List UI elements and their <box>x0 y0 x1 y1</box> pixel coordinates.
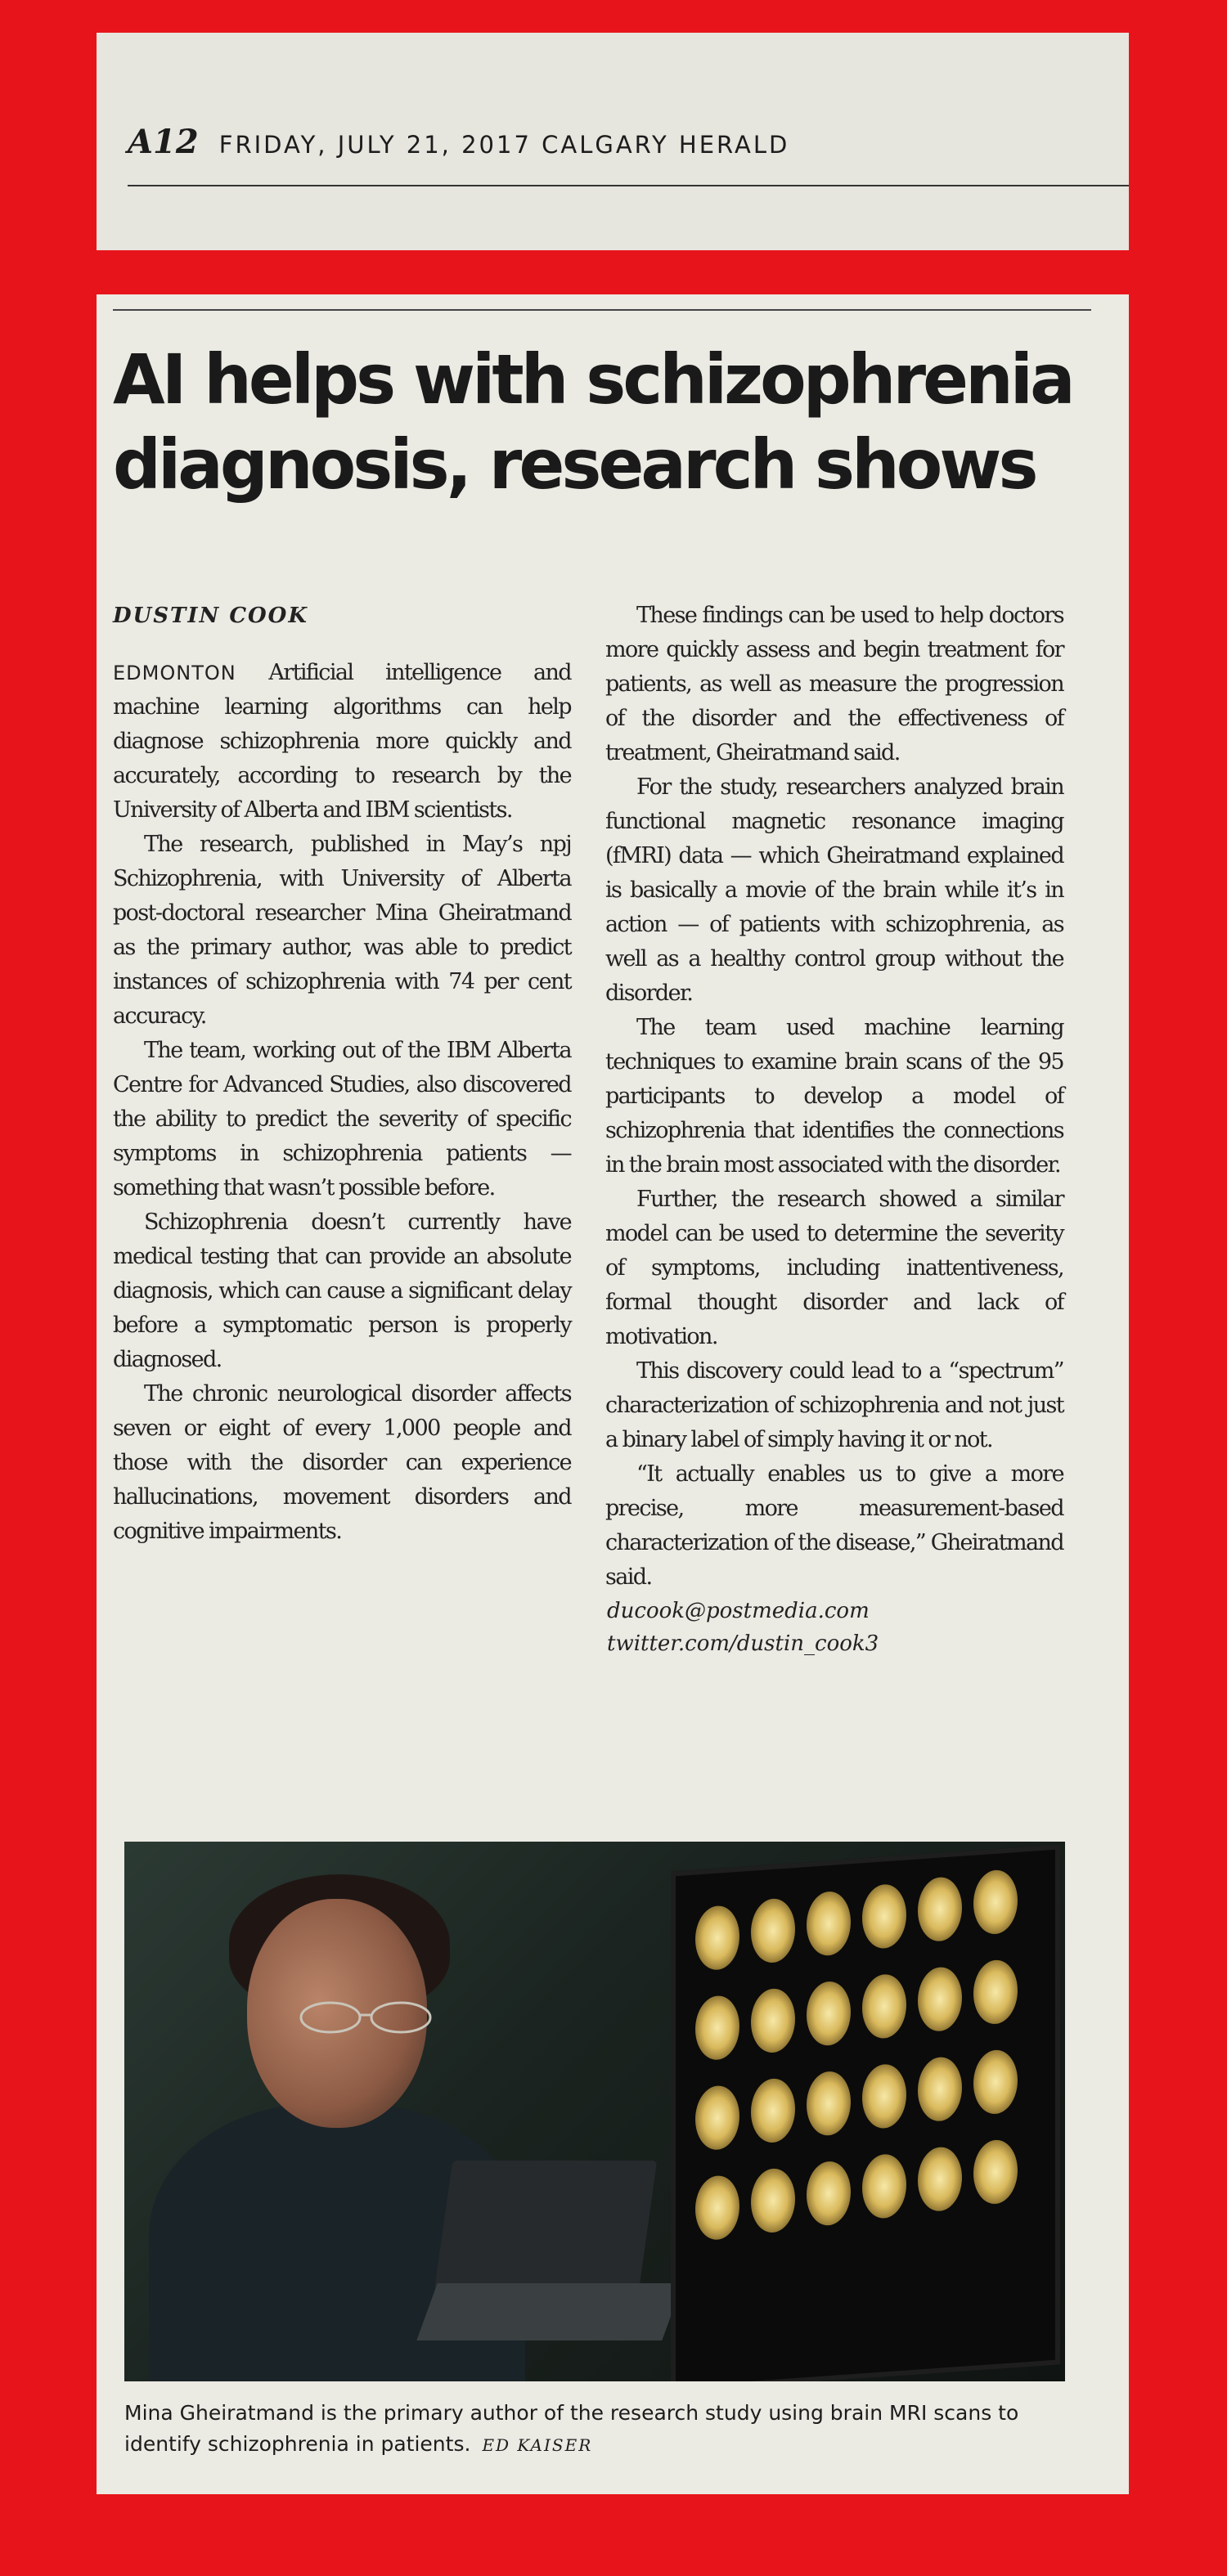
mri-scan <box>918 2056 962 2123</box>
article-clipping <box>97 294 1129 2494</box>
paragraph-4: Schizophrenia doesn’t currently have medical testing that can provide an absolute diagnosis, which can cause a significant delay before a symptomatic person is properly diagnosed. <box>113 1209 571 1372</box>
mri-scan <box>751 1987 795 2054</box>
mri-scan <box>807 1980 851 2047</box>
paragraph-8: The team used machine learning techniques to examine brain scans of the 95 participants to develop a model of schizophrenia that identifies the connections in the brain most associated with the disorder. <box>605 1015 1063 1178</box>
paragraph-7: For the study, researchers analyzed brain functional magnetic resonance imaging (fMRI) data — which Gheiratmand explained is basically a movie of the brain while it’s in action — of patients with schizophrenia, as well as a healthy control group without the disorder. <box>605 774 1063 1006</box>
paragraph-5: The chronic neurological disorder affects seven or eight of every 1,000 people and those with the disorder can experience hallucinations, movement disorders and cognitive impairments. <box>113 1381 571 1544</box>
caption-text: Mina Gheiratmand is the primary author of the research study using brain MRI scans to identify schizophrenia in patients. <box>124 2401 1019 2456</box>
mri-scan <box>973 2138 1018 2206</box>
date-and-paper-name: FRIDAY, JULY 21, 2017 CALGARY HERALD <box>218 131 790 159</box>
mri-scan <box>695 1905 739 1972</box>
dateline: EDMONTON <box>113 662 236 684</box>
byline: DUSTIN COOK <box>113 604 308 628</box>
photo-researcher-with-brain-scans <box>124 1842 1065 2381</box>
mri-scan <box>695 2085 739 2152</box>
laptop-keyboard <box>416 2283 682 2340</box>
photo-caption <box>124 2398 1065 2461</box>
headline <box>113 337 1091 507</box>
laptop-screen <box>434 2161 657 2291</box>
mri-scan <box>695 1995 739 2062</box>
mri-scan <box>918 1966 962 2033</box>
headline-line-1: AI helps with schizophrenia <box>113 339 1072 420</box>
mri-monitor <box>671 1844 1060 2381</box>
paragraph-1-text: Artificial intelligence and machine learning algorithms can help diagnose schizophrenia more quickly and accurately, according to research by the University of Alberta and IBM scientists. <box>113 660 571 823</box>
mri-scan <box>973 1959 1018 2026</box>
mri-scan <box>973 1869 1018 1936</box>
mri-scan <box>862 1973 906 2040</box>
photo-credit: ED KAISER <box>482 2435 593 2455</box>
masthead-line <box>128 123 789 161</box>
article-top-rule <box>113 309 1091 311</box>
mri-scan <box>973 2049 1018 2116</box>
headline-line-2: diagnosis, research shows <box>113 424 1036 505</box>
paragraph-1 <box>113 656 571 828</box>
page-number: A12 <box>128 123 199 161</box>
contact-email: ducook@postmedia.com <box>607 1599 870 1623</box>
paragraph-10: This discovery could lead to a “spectrum” characterization of schizophrenia and not just a binary label of simply having it or not. <box>605 1358 1063 1452</box>
column-left <box>113 599 571 1549</box>
contact-twitter: twitter.com/dustin_cook3 <box>607 1631 879 1656</box>
mri-scan <box>862 2153 906 2220</box>
mri-scan <box>751 1897 795 1964</box>
paragraph-6: These findings can be used to help doctors more quickly assess and begin treatment for patients, as well as measure the progression of the disorder and the effectiveness of treatment, Gheiratmand said. <box>605 603 1063 765</box>
mri-scan <box>918 1876 962 1943</box>
mri-scan <box>807 1890 851 1957</box>
glasses-icon <box>296 1997 435 2038</box>
paragraph-3: The team, working out of the IBM Alberta Centre for Advanced Studies, also discovered the ability to predict the severity of specific symptoms in schizophrenia patients — something that wasn’t possible before. <box>113 1038 571 1200</box>
mri-scan <box>751 2167 795 2234</box>
paragraph-9: Further, the research showed a similar model can be used to determine the severity of symptoms, including inattentiveness, formal thought disorder and lack of motivation. <box>605 1187 1063 1349</box>
paragraph-11: “It actually enables us to give a more precise, more measurement-based characterization of the disease,” Gheiratmand said. <box>605 1461 1063 1590</box>
mri-scan <box>807 2070 851 2137</box>
paragraph-2: The research, published in May’s npj Schizophrenia, with University of Alberta post-doctoral researcher Mina Gheiratmand as the primary author, was able to predict instances of schizophrenia with 74 per cent accuracy. <box>113 832 571 1029</box>
mri-scan <box>751 2077 795 2144</box>
mri-scan <box>695 2174 739 2242</box>
mri-scan <box>807 2160 851 2227</box>
column-right <box>605 599 1063 1660</box>
mri-scan <box>862 2063 906 2130</box>
mri-scan <box>862 1883 906 1950</box>
mri-scan <box>918 2146 962 2213</box>
masthead-rule <box>128 185 1129 186</box>
masthead <box>97 33 1129 250</box>
